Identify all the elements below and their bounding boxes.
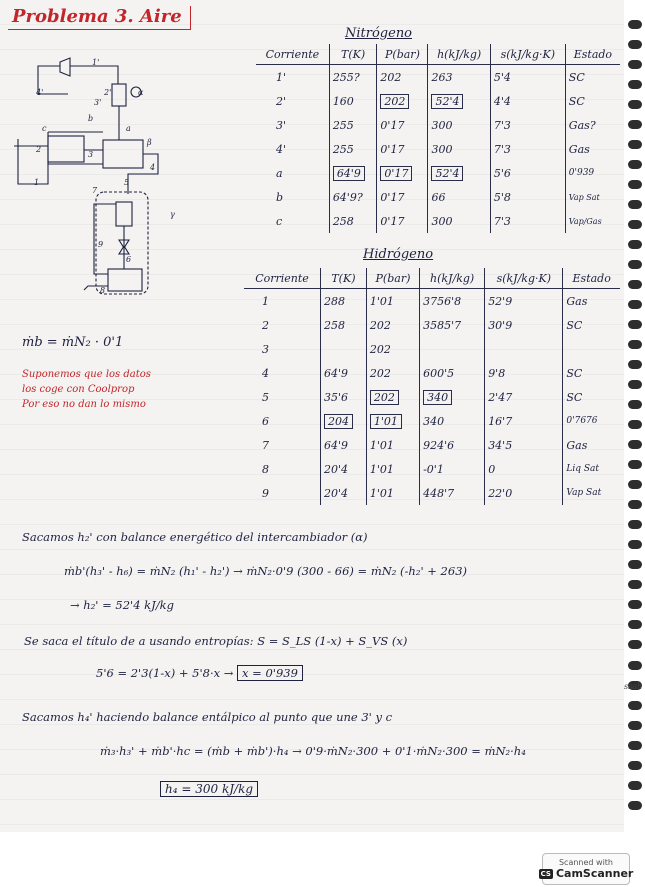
spiral-binding — [626, 20, 645, 810]
table-cell — [428, 161, 490, 185]
table-cell: 0'17 — [377, 209, 428, 233]
table-row — [256, 89, 620, 113]
col-header: s(kJ/kg·K) — [490, 44, 565, 65]
table-cell: 255? — [329, 65, 377, 90]
boxed-value: 1'01 — [370, 414, 402, 429]
table-cell — [366, 385, 419, 409]
table-cell: 1 — [262, 294, 269, 308]
work-line-2: ṁb'(h₃' - h₆) = ṁN₂ (h₁' - h₂') → ṁN₂·0'9 (300 - 66) = ṁN₂ (-h₂' + 263) — [64, 564, 467, 578]
diagram-label-4: 4 — [150, 163, 156, 172]
note-line: Suponemos que los datos — [22, 369, 151, 380]
col-header: T(K) — [329, 44, 377, 65]
table-cell: 6 — [262, 414, 269, 428]
heat-exchanger-alpha — [112, 84, 126, 106]
table-cell: 202 — [377, 65, 428, 90]
table-row — [244, 361, 620, 385]
table-cell: 448'7 — [420, 481, 485, 505]
table-cell: 7 — [262, 438, 269, 452]
col-header: h(kJ/kg) — [420, 268, 485, 289]
table-cell: Vap Sat — [563, 481, 620, 505]
diagram-label-2p: 2' — [104, 88, 112, 97]
table-cell: 3 — [262, 342, 269, 356]
table-cell: 1' — [276, 70, 287, 84]
table-row — [244, 337, 620, 361]
table-cell: 4 — [262, 366, 269, 380]
boxed-value: 202 — [370, 390, 399, 405]
table-cell: 255 — [329, 137, 377, 161]
hydrogen-caption: Hidrógeno — [363, 247, 434, 262]
diagram-label-c: c — [42, 124, 47, 133]
table-cell: 3585'7 — [420, 313, 485, 337]
table-cell: Gas — [563, 433, 620, 457]
enthalpy-result: h₄ = 300 kJ/kg — [160, 781, 258, 797]
table-row — [256, 185, 620, 209]
diagram-label-a: a — [126, 124, 131, 133]
diagram-label-9: 9 — [98, 240, 104, 249]
table-row — [256, 113, 620, 137]
table-cell: 258 — [329, 209, 377, 233]
margin-mark: ssah — [624, 682, 643, 691]
table-cell: 0'17 — [377, 185, 428, 209]
table-cell: 2' — [276, 94, 287, 108]
table-cell: 1'01 — [366, 481, 419, 505]
work-line-1: Sacamos h₂' con balance energético del intercambiador (α) — [22, 530, 368, 544]
table-cell: SC — [563, 385, 620, 409]
col-header: P(bar) — [377, 44, 428, 65]
boxed-value: 52'4 — [431, 94, 463, 109]
table-row — [244, 289, 620, 314]
boxed-value: 0'17 — [380, 166, 412, 181]
table-cell: 7'3 — [490, 209, 565, 233]
table-cell: 64'9 — [321, 361, 367, 385]
table-row — [244, 457, 620, 481]
table-cell: 4'4 — [490, 89, 565, 113]
table-cell: 8 — [262, 462, 269, 476]
col-header: Corriente — [244, 268, 321, 289]
diagram-label-3: 3 — [88, 150, 94, 159]
table-cell: 300 — [428, 209, 490, 233]
process-diagram — [8, 54, 168, 299]
table-cell: 7'3 — [490, 137, 565, 161]
table-cell: Vap Sat — [565, 185, 620, 209]
boxed-value: 52'4 — [431, 166, 463, 181]
diagram-label-gamma: γ — [170, 210, 175, 219]
table-cell: 64'9? — [329, 185, 377, 209]
col-header: Corriente — [256, 44, 329, 65]
table-cell: Gas — [565, 137, 620, 161]
col-header: s(kJ/kg·K) — [485, 268, 563, 289]
table-cell — [420, 337, 485, 361]
work-line-5 — [96, 666, 303, 680]
page-title: Problema 3. Aire — [8, 6, 191, 30]
diagram-label-beta: β — [147, 138, 152, 147]
diagram-label-alpha: α — [138, 88, 144, 97]
table-cell: 9 — [262, 486, 269, 500]
table-cell — [420, 385, 485, 409]
table-row — [256, 209, 620, 233]
table-row — [244, 481, 620, 505]
table-cell: 300 — [428, 113, 490, 137]
table-cell: Liq Sat — [563, 457, 620, 481]
diagram-label-2: 2 — [36, 145, 42, 154]
table-cell: 64'9 — [321, 433, 367, 457]
table-cell — [321, 409, 367, 433]
camscanner-logo-icon: CS — [540, 869, 551, 878]
boxed-value: 202 — [380, 94, 409, 109]
table-cell: 5 — [262, 390, 269, 404]
table-cell: SC — [563, 313, 620, 337]
table-cell — [377, 161, 428, 185]
table-cell: -0'1 — [420, 457, 485, 481]
table-cell: 202 — [366, 313, 419, 337]
boxed-value: 204 — [324, 414, 353, 429]
hydrogen-table — [244, 268, 620, 505]
table-row — [256, 161, 620, 185]
table-cell: 35'6 — [321, 385, 367, 409]
table-cell — [485, 337, 563, 361]
work-line-3: → h₂' = 52'4 kJ/kg — [70, 598, 174, 612]
table-cell: 202 — [366, 337, 419, 361]
table-cell: 255 — [329, 113, 377, 137]
table-cell: 2 — [262, 318, 269, 332]
table-cell: 340 — [420, 409, 485, 433]
table-cell: 600'5 — [420, 361, 485, 385]
table-row — [256, 65, 620, 90]
table-cell: 924'6 — [420, 433, 485, 457]
table-cell — [428, 89, 490, 113]
diagram-label-5: 5 — [124, 178, 130, 187]
table-cell: 258 — [321, 313, 367, 337]
coolprop-note — [22, 367, 202, 412]
table-cell: 30'9 — [485, 313, 563, 337]
compressor-icon — [60, 58, 70, 76]
work-line-7: ṁ₃·h₃' + ṁb'·hc = (ṁb + ṁb')·h₄ → 0'9·ṁN₂·300 + 0'1·ṁN₂·300 = ṁN₂·h₄ — [100, 744, 526, 758]
nitrogen-caption: Nitrógeno — [345, 26, 413, 41]
diagram-label-8: 8 — [100, 286, 106, 295]
nitrogen-table — [256, 44, 620, 233]
table-cell: 0'7676 — [563, 409, 620, 433]
table-cell: 9'8 — [485, 361, 563, 385]
diagram-label-6: 6 — [126, 255, 132, 264]
table-cell: 288 — [321, 289, 367, 314]
table-cell — [366, 409, 419, 433]
diagram-label-3p: 3' — [94, 98, 102, 107]
diagram-label-1p: 1' — [92, 58, 100, 67]
table-cell: SC — [565, 89, 620, 113]
watermark-line: Scanned with — [558, 858, 614, 867]
work-line-6: Sacamos h₄' haciendo balance entálpico al punto que une 3' y c — [22, 710, 393, 724]
heat-exchanger-beta — [103, 140, 143, 168]
diagram-label-7: 7 — [92, 186, 98, 195]
table-cell: 5'4 — [490, 65, 565, 90]
table-row — [244, 433, 620, 457]
table-cell: 52'9 — [485, 289, 563, 314]
boxed-value: 340 — [423, 390, 452, 405]
table-cell: 4' — [276, 142, 287, 156]
table-cell: 0'17 — [377, 137, 428, 161]
table-header-row — [244, 268, 620, 289]
work-line-8 — [160, 782, 258, 796]
table-cell: Vap/Gas — [565, 209, 620, 233]
col-header: h(kJ/kg) — [428, 44, 490, 65]
table-cell: 0 — [485, 457, 563, 481]
table-cell: 202 — [366, 361, 419, 385]
entropy-equation: 5'6 = 2'3(1-x) + 5'8·x → — [96, 666, 234, 680]
diagram-label-b: b — [88, 114, 94, 123]
table-cell: a — [276, 166, 283, 180]
watermark-brand-name: CamScanner — [555, 867, 634, 880]
table-cell: 2'47 — [485, 385, 563, 409]
table-row — [256, 137, 620, 161]
table-cell — [329, 161, 377, 185]
table-cell: b — [276, 190, 284, 204]
table-cell: 1'01 — [366, 289, 419, 314]
table-cell: 20'4 — [321, 457, 367, 481]
table-cell: 20'4 — [321, 481, 367, 505]
col-header: P(bar) — [366, 268, 419, 289]
table-cell: 1'01 — [366, 433, 419, 457]
table-cell: 0'939 — [565, 161, 620, 185]
table-cell: 5'8 — [490, 185, 565, 209]
zone-gamma — [96, 192, 148, 294]
table-row — [244, 385, 620, 409]
table-cell — [563, 337, 620, 361]
table-header-row — [256, 44, 620, 65]
table-cell: 7'3 — [490, 113, 565, 137]
watermark-brand — [539, 867, 634, 880]
table-cell: 3' — [276, 118, 287, 132]
table-cell: 3756'8 — [420, 289, 485, 314]
table-cell: 300 — [428, 137, 490, 161]
table-cell: SC — [563, 361, 620, 385]
col-header: Estado — [563, 268, 620, 289]
table-cell: 263 — [428, 65, 490, 90]
table-cell: c — [276, 214, 283, 228]
table-cell: 160 — [329, 89, 377, 113]
table-cell: 34'5 — [485, 433, 563, 457]
table-cell: Gas — [563, 289, 620, 314]
heat-exchanger-main — [48, 136, 84, 162]
table-cell — [377, 89, 428, 113]
note-line: los coge con Coolprop — [22, 384, 135, 395]
table-cell: Gas? — [565, 113, 620, 137]
mass-flow-note: ṁb = ṁN₂ · 0'1 — [22, 335, 124, 350]
table-cell: SC — [565, 65, 620, 90]
diagram-label-4p: 4' — [36, 88, 44, 97]
table-cell — [321, 337, 367, 361]
note-line: Por eso no dan lo mismo — [22, 399, 146, 410]
camscanner-watermark — [540, 853, 634, 885]
table-cell: 1'01 — [366, 457, 419, 481]
table-cell: 5'6 — [490, 161, 565, 185]
table-cell: 16'7 — [485, 409, 563, 433]
table-row — [244, 313, 620, 337]
table-row — [244, 409, 620, 433]
table-cell: 22'0 — [485, 481, 563, 505]
col-header: Estado — [565, 44, 620, 65]
diagram-label-1: 1 — [34, 178, 40, 187]
work-line-4: Se saca el título de a usando entropías: S = S_LS (1-x) + S_VS (x) — [24, 634, 408, 648]
table-cell: 0'17 — [377, 113, 428, 137]
col-header: T(K) — [321, 268, 367, 289]
quality-result: x = 0'939 — [237, 665, 303, 681]
boxed-value: 64'9 — [333, 166, 365, 181]
table-cell: 66 — [428, 185, 490, 209]
